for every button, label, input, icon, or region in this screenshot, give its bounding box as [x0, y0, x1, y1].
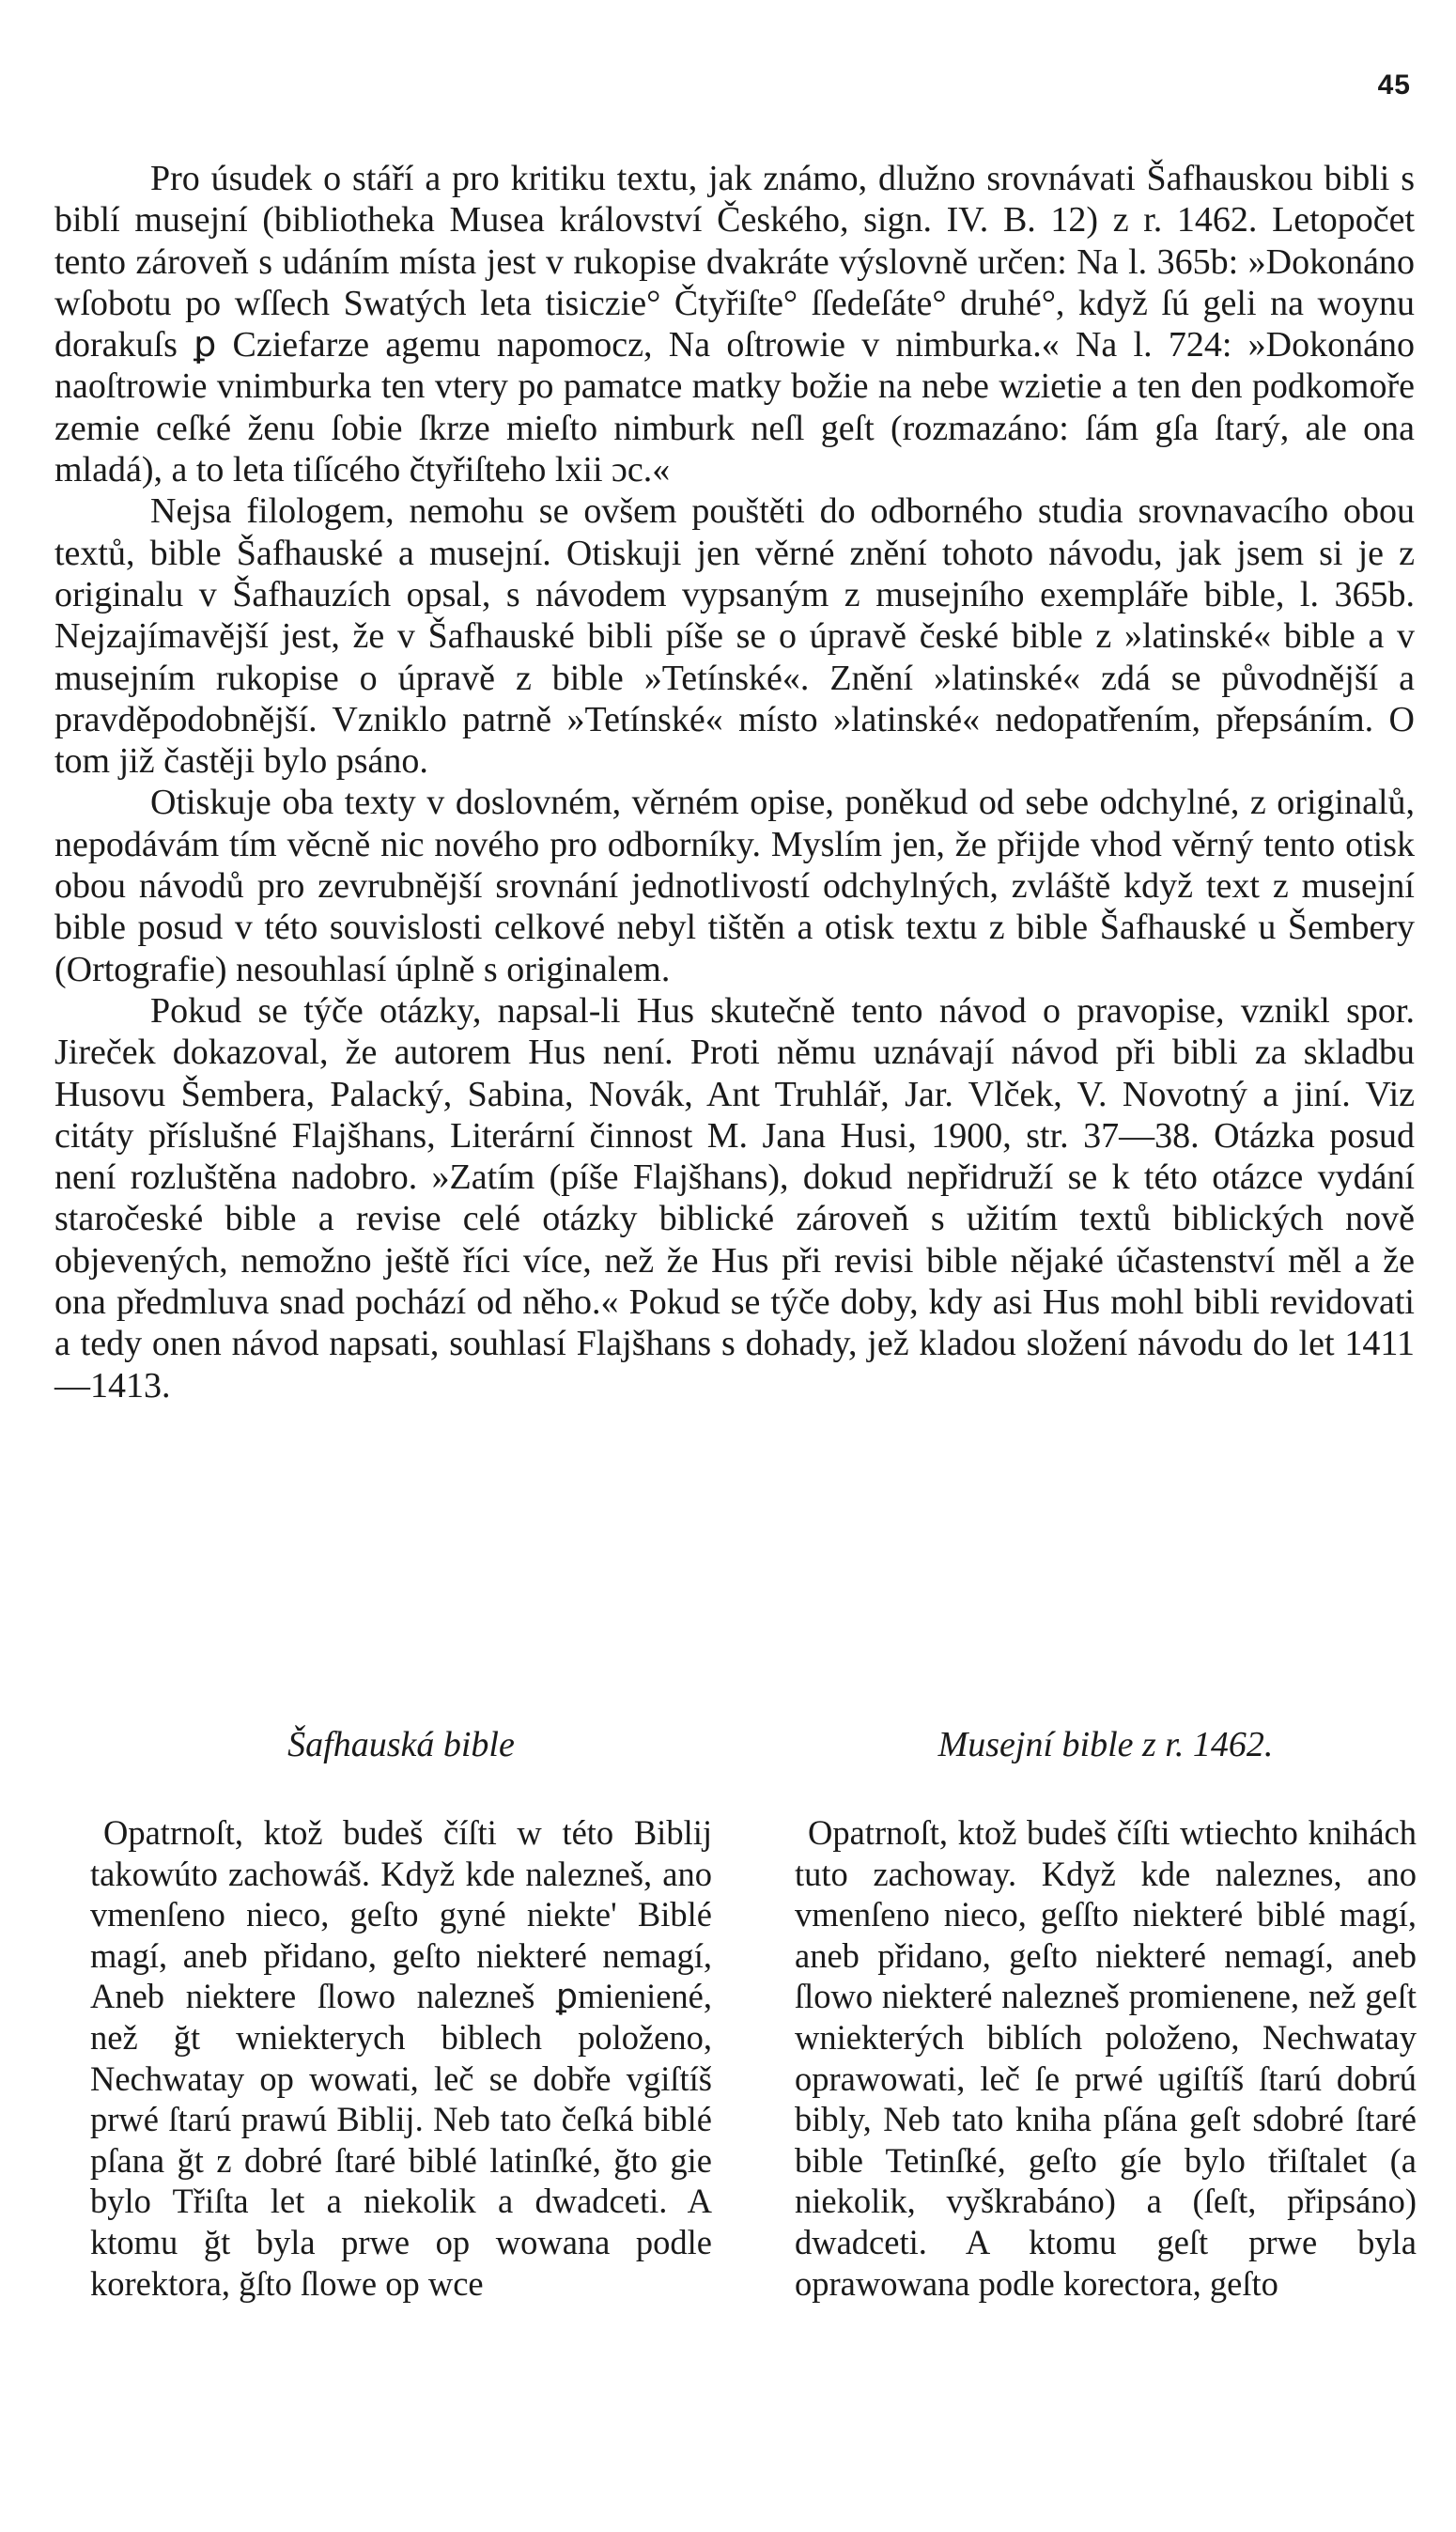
column-musejni [795, 1724, 1417, 2304]
page-number: 45 [1377, 70, 1411, 101]
column-text-left: Opatrnoſt, ktož budeš číſti w této Biblij takowúto zachowáš. Když kde nalezneš, ano vmenſeno nieco, geſto gyné niekte' Biblé magí, aneb přidano, geſto niekteré nemagí, Aneb niektere ſlowo nalezneš ꝑmieniené, než ğt wniekterych biblech položeno, Nechwatay op wowati, leč se dobře vgiſtíš prwé ſtarú prawú Biblij. Neb tato čeſká biblé pſana ğt z dobré ſtaré biblé latinſké, ğto gie bylo Třiſta let a niekolik a dwadceti. A ktomu ğt byla prwe op wowana podle korektora, ğſto ſlowe op wce [90, 1813, 712, 2303]
body-text [54, 158, 1415, 1406]
comparison-columns [54, 1724, 1415, 2504]
paragraph-1: Pro úsudek o stáří a pro kritiku textu, jak známo, dlužno srovnávati Šafhauskou bibli s biblí musejní (bibliotheka Musea království Českého, sign. IV. B. 12) z r. 1462. Letopočet tento zároveň s udáním místa jest v rukopise dvakráte výslovně určen: Na l. 365b: »Dokonáno wſobotu po wſſech Swatých leta tisiczie° Čtyřiſte° ſſedeſáte° druhé°, když ſú geli na woynu dorakuſs ꝑ Cziefarze agemu napomocz, Na oſtrowie v nimburka.« Na l. 724: »Dokonáno naoſtrowie vnimburka ten vtery po pamatce matky božie na nebe wzietie a ten den podkomoře zemie ceſké ženu ſobie ſkrze mieſto nimburk neſl geſt (rozmazáno: ſám gſa ſtarý, ale ona mladá), a to leta tiſícého čtyřiſteho lxii ɔc.« [54, 159, 1415, 490]
column-text-right: Opatrnoſt, ktož budeš číſti wtiechto knihách tuto zachoway. Když kde naleznes, ano vmenſeno nieco, geſſto niekteré biblé magí, aneb přidano, geſto niekteré nemagí, aneb ſlowo niekteré nalezneš promienene, než geſt wniekterých biblích položeno, Nechwatay oprawowati, leč ſe prwé ugiſtíš ſtarú dobrú bibly, Neb tato kniha pſána geſt sdobré ſtaré bible Tetinſké, geſto gíe bylo třiſtalet (a niekolik, vyškrabáno) a (ſeſt, připsáno) dwadceti. A ktomu geſt prwe byla oprawowana podle korectora, geſto [795, 1813, 1417, 2303]
column-heading-right: Musejní bible z r. 1462. [937, 1725, 1274, 1764]
paragraph-4: Pokud se týče otázky, napsal-li Hus skutečně tento návod o pravopise, vznikl spor. Jireček dokazoval, že autorem Hus není. Proti němu uznávají návod při bibli za skladbu Husovu Šembera, Palacký, Sabina, Novák, Ant Truhlář, Jar. Vlček, V. Novotný a jiní. Viz citáty příslušné Flajšhans, Literární činnost M. Jana Husi, 1900, str. 37—38. Otázka posud není rozluštěna nadobro. »Zatím (píše Flajšhans), dokud nepřidruží se k této otázce vydání staročeské bible a revise celé otázky biblické zároveň s užitím textů biblických nově objevených, nemožno ještě říci více, než že Hus při revisi bible nějaké účastenství měl a že ona předmluva snad pochází od něho.« Pokud se týče doby, kdy asi Hus mohl bibli revidovati a tedy onen návod napsati, souhlasí Flajšhans s dohady, jež kladou složení návodu do let 1411—1413. [54, 990, 1415, 1406]
paragraph-2: Nejsa filologem, nemohu se ovšem pouštěti do odborného studia srovnavacího obou textů, bible Šafhauské a musejní. Otiskuji jen věrné znění tohoto návodu, jak jsem si je z originalu v Šafhauzích opsal, s návodem vypsaným z musejního exempláře bible, l. 365b. Nejzajímavější jest, že v Šafhauské bibli píše se o úpravě české bible z »latinské« bible a v musejním rukopise o úpravě z bible »Tetínské«. Znění »latinské« zdá se původnější a pravděpodobnější. Vzniklo patrně »Tetínské« místo »latinské« nedopatřením, přepsáním. O tom již častěji bylo psáno. [54, 491, 1415, 782]
column-heading-left: Šafhauská bible [287, 1725, 515, 1764]
column-safhauska [90, 1724, 712, 2304]
paragraph-3: Otiskuje oba texty v doslovném, věrném opise, poněkud od sebe odchylné, z originalů, nepodávám tím věcně nic nového pro odborníky. Myslím jen, že přijde vhod věrný tento otisk obou návodů pro zevrubnější srovnání jednotlivostí odchylných, zvláště když text z musejní bible posud v této souvislosti celkové nebyl tištěn a otisk textu z bible Šafhauské u Šembery (Ortografie) nesouhlasí úplně s originalem. [54, 783, 1415, 989]
